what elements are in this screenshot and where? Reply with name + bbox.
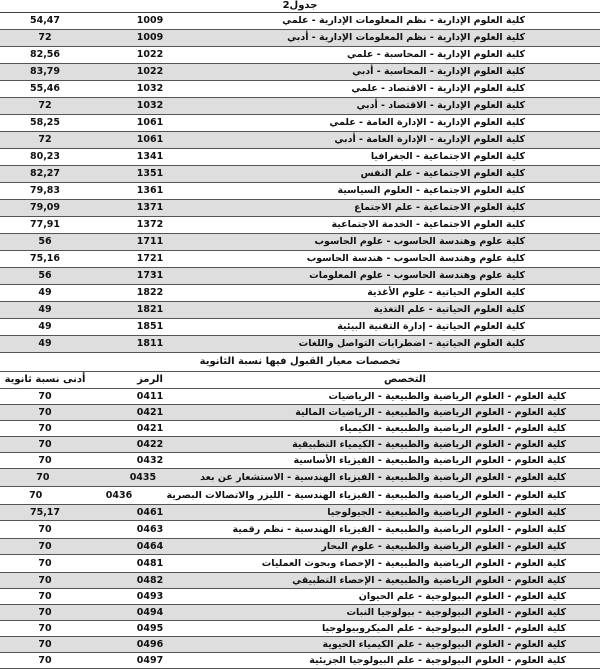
row-code: 0464 (136, 541, 164, 552)
row-code: 0421 (136, 423, 164, 434)
row-value: 49 (38, 287, 52, 298)
table-row (0, 30, 600, 47)
table-row (0, 166, 600, 183)
row-value: 72 (38, 100, 52, 111)
row-code: 0411 (136, 391, 164, 402)
table-row (0, 149, 600, 166)
row-code: 1061 (136, 117, 164, 128)
row-code: 0493 (136, 591, 164, 602)
row-major: كلية علوم وهندسة الحاسوب - علوم الحاسوب (314, 236, 525, 247)
table-row (0, 605, 600, 621)
row-code: 0435 (129, 472, 157, 483)
row-code: 1351 (136, 168, 164, 179)
row-value: 49 (38, 338, 52, 349)
row-value: 70 (38, 558, 52, 569)
table-row (0, 653, 600, 669)
row-major: كلية العلوم - العلوم الرياضية والطبيعية - الرياضيات (328, 391, 566, 402)
table-row (0, 487, 600, 505)
table-row (0, 539, 600, 555)
row-code: 0463 (136, 524, 164, 535)
table-row (0, 336, 600, 353)
row-value: 70 (38, 639, 52, 650)
row-value: 70 (38, 623, 52, 634)
row-code: 0497 (136, 655, 164, 666)
row-major: كلية العلوم - العلوم الرياضية والطبيعية - علوم البحار (321, 541, 566, 552)
row-major: كلية العلوم - العلوم البيولوجية - علم البيولوجيا الجزيئية (309, 655, 566, 666)
row-value: 72 (38, 134, 52, 145)
row-code: 1009 (136, 15, 164, 26)
row-code: 1821 (136, 304, 164, 315)
row-major: كلية العلوم - العلوم البيولوجية - بيولوجيا النبات (346, 607, 566, 618)
table-row (0, 621, 600, 637)
row-code: 0482 (136, 575, 164, 586)
row-code: 1721 (136, 253, 164, 264)
row-major: كلية العلوم - العلوم الرياضية والطبيعية - الكيمياء (339, 423, 566, 434)
row-major: كلية العلوم الحياتية - علم التغذية (373, 304, 525, 315)
header-code: الرمز (137, 374, 163, 385)
row-value: 75,17 (29, 507, 61, 518)
row-major: كلية العلوم - العلوم البيولوجية - علم الميكروبيولوجيا (321, 623, 566, 634)
table-row (0, 405, 600, 421)
table-row (0, 217, 600, 234)
row-major: كلية العلوم الإدارية - نظم المعلومات الإدارية - علمي (282, 15, 525, 26)
row-major: كلية العلوم الحياتية - اضطرابات التواصل واللغات (298, 338, 525, 349)
row-value: 70 (38, 541, 52, 552)
row-value: 49 (38, 321, 52, 332)
row-major: كلية العلوم - العلوم الرياضية والطبيعية - الإحصاء وبحوث العمليات (261, 558, 566, 569)
row-code: 1371 (136, 202, 164, 213)
table-row (0, 319, 600, 336)
table-row (0, 64, 600, 81)
row-code: 0495 (136, 623, 164, 634)
row-value: 70 (38, 591, 52, 602)
row-code: 1022 (136, 49, 164, 60)
table-row (0, 268, 600, 285)
row-major: كلية العلوم - العلوم الرياضية والطبيعية - الفيزياء الهندسية - الاستشعار عن بعد (200, 472, 566, 483)
row-value: 82,56 (29, 49, 61, 60)
row-value: 70 (38, 407, 52, 418)
table-b-column-headers (0, 372, 600, 389)
row-value: 77,91 (29, 219, 61, 230)
row-major: كلية علوم وهندسة الحاسوب - هندسة الحاسوب (306, 253, 525, 264)
row-code: 1731 (136, 270, 164, 281)
table-row (0, 81, 600, 98)
row-major: كلية العلوم - العلوم الرياضية والطبيعية - الفيزياء الهندسية - الليزر والاتصالات البصرية (166, 490, 566, 501)
table-row (0, 132, 600, 149)
table-row (0, 251, 600, 268)
table-a-header (0, 0, 600, 13)
row-value: 70 (38, 607, 52, 618)
table-row (0, 98, 600, 115)
table-row (0, 302, 600, 319)
row-code: 1811 (136, 338, 164, 349)
table-b-title: تخصصات معيار القبول فيها نسبة الثانوية (0, 353, 600, 372)
row-value: 70 (36, 472, 50, 483)
row-major: كلية العلوم الإدارية - الاقتصاد - علمي (351, 83, 525, 94)
header-major: التخصص (384, 374, 426, 385)
table-row (0, 505, 600, 521)
row-value: 56 (38, 270, 52, 281)
row-value: 70 (38, 423, 52, 434)
row-code: 1032 (136, 83, 164, 94)
row-code: 1851 (136, 321, 164, 332)
row-value: 80,23 (29, 151, 61, 162)
table-row (0, 437, 600, 453)
row-major: كلية العلوم الإدارية - المحاسبة - أدبي (352, 66, 525, 77)
table-a-title: جدول2 (282, 0, 318, 11)
row-major: كلية العلوم الإدارية - نظم المعلومات الإدارية - أدبي (287, 32, 525, 43)
row-major: كلية العلوم الاجتماعية - الجغرافيا (370, 151, 525, 162)
table-row (0, 469, 600, 487)
row-major: كلية العلوم - العلوم الرياضية والطبيعية - الجيولوجيا (327, 507, 566, 518)
table-row (0, 183, 600, 200)
row-major: كلية العلوم الإدارية - الإدارة العامة - أدبي (334, 134, 525, 145)
row-code: 0494 (136, 607, 164, 618)
table-row (0, 13, 600, 30)
row-major: كلية العلوم الاجتماعية - العلوم السياسية (337, 185, 525, 196)
row-code: 1061 (136, 134, 164, 145)
row-code: 1009 (136, 32, 164, 43)
row-value: 70 (38, 391, 52, 402)
row-major: كلية العلوم الحياتية - إدارة التقنية البيئية (337, 321, 525, 332)
row-value: 56 (38, 236, 52, 247)
row-code: 1372 (136, 219, 164, 230)
row-code: 0436 (105, 490, 133, 501)
row-code: 1822 (136, 287, 164, 298)
row-value: 54,47 (29, 15, 61, 26)
row-value: 79,09 (29, 202, 61, 213)
row-value: 82,27 (29, 168, 61, 179)
row-value: 70 (38, 439, 52, 450)
row-major: كلية العلوم - العلوم الرياضية والطبيعية - الرياضيات المالية (295, 407, 566, 418)
table-row (0, 200, 600, 217)
table-row (0, 234, 600, 251)
table-row (0, 389, 600, 405)
row-major: كلية العلوم - العلوم الرياضية والطبيعية - الفيزياء الهندسية - نظم رقمية (232, 524, 566, 535)
row-major: كلية العلوم - العلوم الرياضية والطبيعية - الكيمياء التطبيقية (292, 439, 566, 450)
row-code: 1022 (136, 66, 164, 77)
row-code: 1032 (136, 100, 164, 111)
table-row (0, 573, 600, 589)
row-major: كلية العلوم الإدارية - الاقتصاد - أدبي (356, 100, 525, 111)
row-major: كلية العلوم الاجتماعية - علم النفس (360, 168, 525, 179)
header-min-percentage: أدنى نسبة ثانوية (4, 374, 86, 385)
row-major: كلية العلوم - العلوم الرياضية والطبيعية - الإحصاء التطبيقي (292, 575, 566, 586)
row-major: كلية العلوم - العلوم البيولوجية - علم الكيمياء الحيوية (322, 639, 566, 650)
table-row (0, 521, 600, 539)
table-row (0, 47, 600, 64)
row-value: 55,46 (29, 83, 61, 94)
row-value: 83,79 (29, 66, 61, 77)
row-major: كلية العلوم - العلوم البيولوجية - علم الحيوان (358, 591, 566, 602)
row-code: 1711 (136, 236, 164, 247)
row-value: 58,25 (29, 117, 61, 128)
row-code: 1361 (136, 185, 164, 196)
row-value: 75,16 (29, 253, 61, 264)
row-major: كلية علوم وهندسة الحاسوب - علوم المعلومات (309, 270, 525, 281)
row-value: 79,83 (29, 185, 61, 196)
row-value: 49 (38, 304, 52, 315)
table-row (0, 637, 600, 653)
table-row (0, 115, 600, 132)
table-b-body (0, 389, 600, 669)
row-value: 70 (38, 524, 52, 535)
row-major: كلية العلوم - العلوم الرياضية والطبيعية - الفيزياء الأساسية (293, 455, 566, 466)
row-code: 0496 (136, 639, 164, 650)
table-row (0, 555, 600, 573)
table-row (0, 453, 600, 469)
row-major: كلية العلوم الاجتماعية - علم الاجتماع (354, 202, 525, 213)
row-value: 72 (38, 32, 52, 43)
row-major: كلية العلوم الإدارية - الإدارة العامة - علمي (329, 117, 525, 128)
row-code: 0461 (136, 507, 164, 518)
table-row (0, 421, 600, 437)
row-code: 1341 (136, 151, 164, 162)
row-major: كلية العلوم الإدارية - المحاسبة - علمي (347, 49, 525, 60)
row-major: كلية العلوم الاجتماعية - الخدمة الاجتماعية (331, 219, 525, 230)
row-code: 0481 (136, 558, 164, 569)
row-value: 70 (29, 490, 43, 501)
row-value: 70 (38, 655, 52, 666)
table-row (0, 285, 600, 302)
row-code: 0421 (136, 407, 164, 418)
row-code: 0432 (136, 455, 164, 466)
table-a-body (0, 13, 600, 353)
row-major: كلية العلوم الحياتية - علوم الأغذية (367, 287, 525, 298)
row-code: 0422 (136, 439, 164, 450)
table-row (0, 589, 600, 605)
row-value: 70 (38, 455, 52, 466)
row-value: 70 (38, 575, 52, 586)
